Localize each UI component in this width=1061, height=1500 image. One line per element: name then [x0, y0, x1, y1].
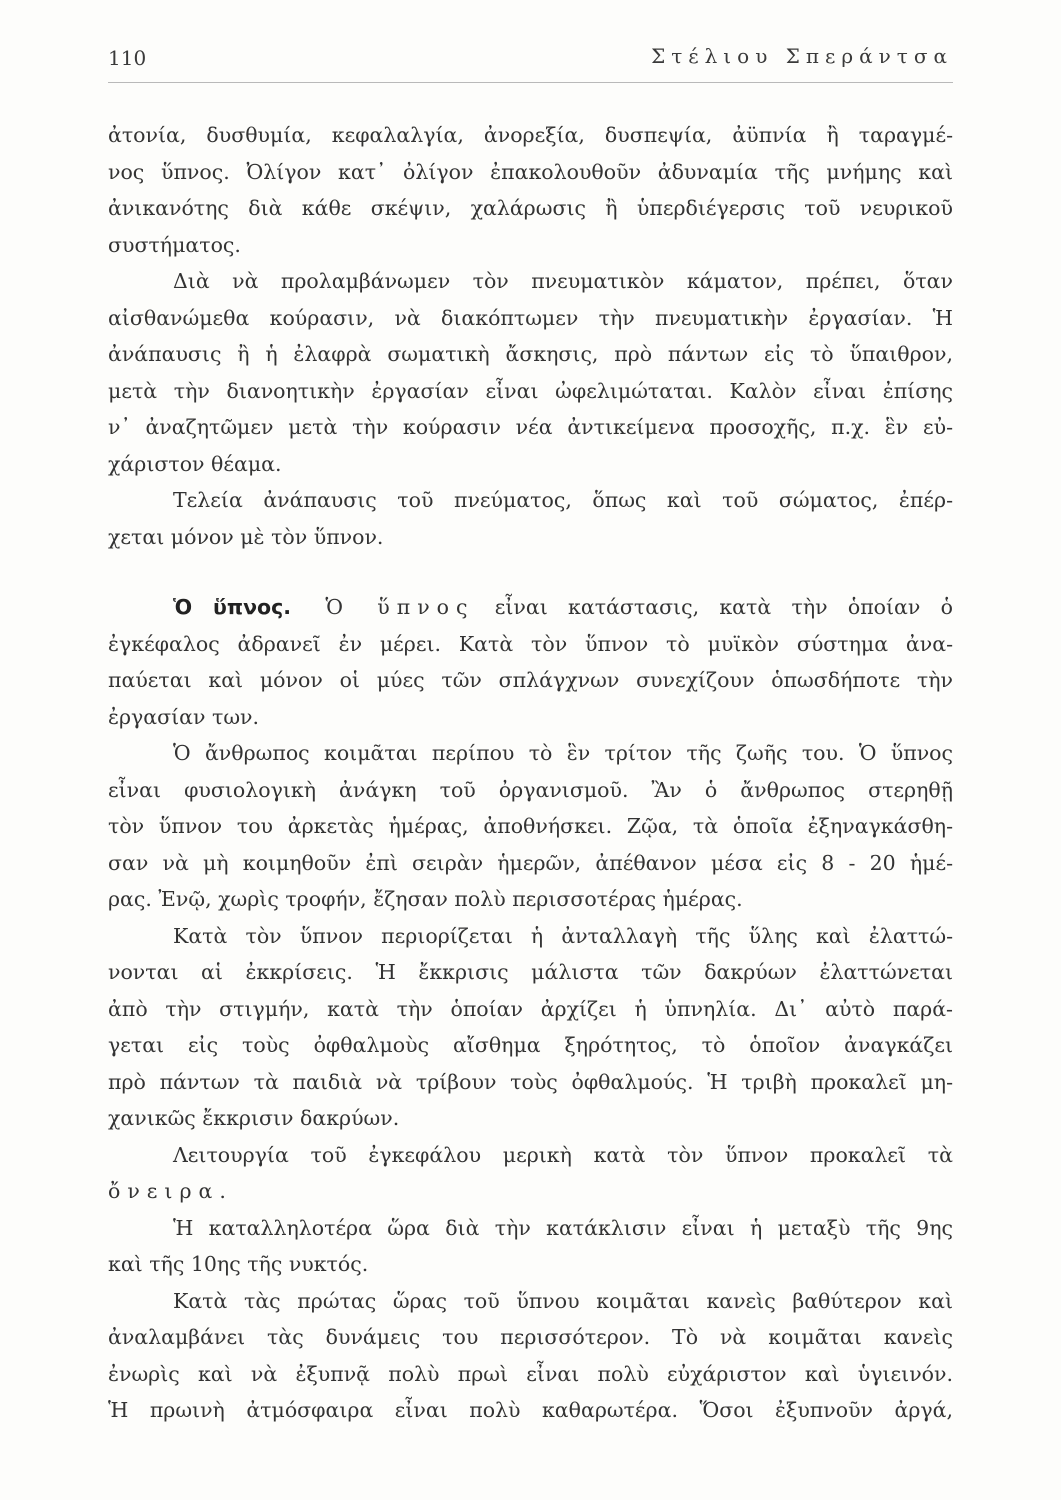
text-line: Ὁ ἄνθρωπος κοιμᾶται περίπου τὸ ἓν τρίτον τῆς ζωῆς του. Ὁ ὕπνος [173, 741, 953, 765]
text-line: ἀναλαμβάνει τὰς δυνάμεις του περισσότερον. Τὸ νὰ κοιμᾶται κανεὶς [108, 1325, 953, 1349]
text-line: νονται αἱ ἐκκρίσεις. Ἡ ἔκκρισις μάλιστα τῶν δακρύων ἐλαττώνεται [108, 960, 953, 984]
paragraph [108, 263, 953, 482]
text-line: χάριστον θέαμα. [108, 451, 282, 476]
text-line: τὸν ὕπνον του ἀρκετὰς ἡμέρας, ἀποθνήσκει. Ζῷα, τὰ ὁποῖα ἐξηναγκάσθη- [108, 814, 953, 838]
text-line: Διὰ νὰ προλαμβάνωμεν τὸν πνευματικὸν κάματον, πρέπει, ὅταν [173, 269, 953, 293]
text-line: ἀπὸ τὴν στιγμήν, κατὰ τὴν ὁποίαν ἀρχίζει ἡ ὑπνηλία. Δι᾽ αὐτὸ παρά- [108, 996, 953, 1021]
paragraph [108, 482, 953, 555]
paragraph [108, 918, 953, 1137]
text-line: σαν νὰ μὴ κοιμηθοῦν ἐπὶ σειρὰν ἡμερῶν, ἀπέθανον μέσα εἰς 8 - 20 ἡμέ- [108, 850, 953, 875]
text-line: εἶναι φυσιολογικὴ ἀνάγκη τοῦ ὀργανισμοῦ. Ἂν ὁ ἄνθρωπος στερηθῇ [108, 777, 953, 802]
text-line: χανικῶς ἔκκρισιν δακρύων. [108, 1106, 400, 1130]
paragraph [108, 1210, 953, 1283]
header-rule [108, 82, 953, 83]
text-line: ἐνωρὶς καὶ νὰ ἐξυπνᾷ πολὺ πρωὶ εἶναι πολὺ εὐχάριστον καὶ ὑγιεινόν. [108, 1361, 953, 1386]
text-line: πρὸ πάντων τὰ παιδιὰ νὰ τρίβουν τοὺς ὀφθαλμούς. Ἡ τριβὴ προκαλεῖ μη- [108, 1069, 953, 1094]
page-body [108, 117, 953, 1429]
text-line: καὶ τῆς 10ης τῆς νυκτός. [108, 1252, 369, 1276]
text-line: αἰσθανώμεθα κούρασιν, νὰ διακόπτωμεν τὴν πνευματικὴν ἐργασίαν. Ἡ [108, 305, 953, 330]
text-line: ἀνάπαυσις ἢ ἡ ἐλαφρὰ σωματικὴ ἄσκησις, πρὸ πάντων εἰς τὸ ὕπαιθρον, [108, 342, 953, 366]
paragraph [108, 1137, 953, 1210]
text-line: Κατὰ τὰς πρώτας ὥρας τοῦ ὕπνου κοιμᾶται κανεὶς βαθύτερον καὶ [173, 1288, 953, 1313]
section-sleep [108, 589, 953, 1429]
text-line [108, 1173, 953, 1210]
text-line: Κατὰ τὸν ὕπνον περιορίζεται ἡ ἀνταλλαγὴ τῆς ὕλης καὶ ἐλαττώ- [173, 923, 953, 948]
paragraph [108, 1283, 953, 1429]
text-line: Λειτουργία τοῦ ἐγκεφάλου μερικὴ κατὰ τὸν ὕπνον προκαλεῖ τὰ [173, 1142, 953, 1167]
text-line: ρας. Ἐνῷ, χωρὶς τροφήν, ἔζησαν πολὺ περισσοτέρας ἡμέρας. [108, 887, 743, 911]
text-line: ἀνικανότης διὰ κάθε σκέψιν, χαλάρωσις ἢ ὑπερδιέγερσις τοῦ νευρικοῦ [108, 196, 953, 220]
paragraph [108, 117, 953, 263]
text-line: Ἡ καταλληλοτέρα ὥρα διὰ τὴν κατάκλισιν εἶναι ἡ μεταξὺ τῆς 9ης [173, 1215, 953, 1240]
text-line: ἐγκέφαλος ἀδρανεῖ ἐν μέρει. Κατὰ τὸν ὕπνον τὸ μυϊκὸν σύστημα ἀνα- [108, 631, 953, 656]
section-first-line [108, 589, 953, 626]
spaced-term: Ὁ ὕπνος [325, 595, 475, 619]
text-line: νος ὕπνος. Ὀλίγον κατ᾽ ὀλίγον ἐπακολουθοῦν ἀδυναμία τῆς μνήμης καὶ [108, 159, 953, 184]
text-line: ἐργασίαν των. [108, 704, 260, 729]
spaced-term: ὄνειρα. [108, 1179, 233, 1203]
paragraph [108, 735, 953, 918]
text-line: ἀτονία, δυσθυμία, κεφαλαλγία, ἀνορεξία, δυσπεψία, ἀϋπνία ἢ ταραγμέ- [108, 123, 953, 147]
page-number: 110 [108, 46, 147, 70]
text-line: Ἡ πρωινὴ ἀτμόσφαιρα εἶναι πολὺ καθαρωτέρα. Ὅσοι ἐξυπνοῦν ἀργά, [108, 1398, 953, 1422]
text-line: μετὰ τὴν διανοητικὴν ἐργασίαν εἶναι ὠφελιμώταται. Καλὸν εἶναι ἐπίσης [108, 378, 953, 403]
section-heading: Ὁ ὕπνος. [173, 595, 292, 619]
page-header [108, 44, 953, 78]
text-line: γεται εἰς τοὺς ὀφθαλμοὺς αἴσθημα ξηρότητος, τὸ ὁποῖον ἀναγκάζει [108, 1033, 953, 1057]
text-line: ν᾽ ἀναζητῶμεν μετὰ τὴν κούρασιν νέα ἀντικείμενα προσοχῆς, π.χ. ἓν εὐ- [108, 415, 953, 439]
running-head: Στέλιου Σπεράντσα [651, 44, 953, 68]
text-line: χεται μόνον μὲ τὸν ὕπνον. [108, 524, 384, 549]
text-span: εἶναι κατάστασις, κατὰ τὴν ὁποίαν ὁ [494, 595, 953, 619]
text-line: παύεται καὶ μόνον οἱ μύες τῶν σπλάγχνων συνεχίζουν ὁπωσδήποτε τὴν [108, 668, 953, 692]
text-line: Τελεία ἀνάπαυσις τοῦ πνεύματος, ὅπως καὶ τοῦ σώματος, ἐπέρ- [173, 488, 953, 512]
section-gap [108, 555, 953, 589]
text-line: συστήματος. [108, 232, 241, 257]
